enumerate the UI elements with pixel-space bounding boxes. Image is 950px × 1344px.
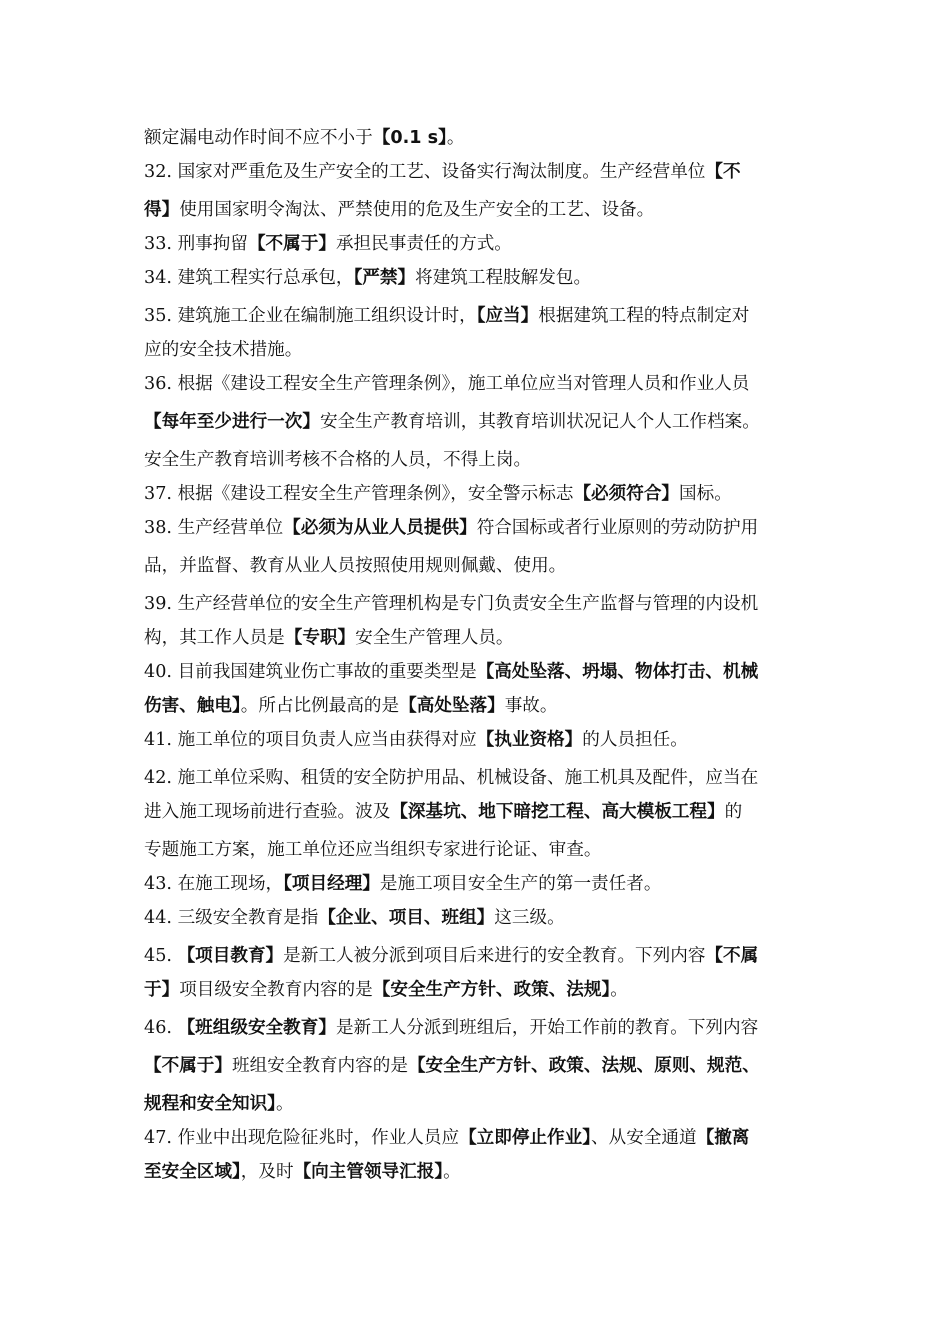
text-line	[144, 339, 824, 361]
body-text: 符合国标或者行业原则的劳动防护用	[476, 518, 759, 538]
body-text: ，及时	[240, 1162, 294, 1182]
answer-text: 【0.1 s】	[372, 128, 447, 148]
body-text: 。所占比例最高的是	[240, 696, 400, 716]
answer-text: 【班组级安全教育】	[177, 1018, 336, 1038]
text-line	[144, 801, 824, 823]
body-text: 37. 根据《建设工程安全生产管理条例》，安全警示标志	[144, 484, 574, 504]
body-text: 将建筑工程肢解发包。	[415, 268, 592, 288]
body-text: 36. 根据《建设工程安全生产管理条例》，施工单位应当对管理人员和作业人员	[144, 374, 750, 394]
answer-text: 【撤离	[696, 1128, 750, 1148]
body-text: 使用国家明令淘汰、严禁使用的危及生产安全的工艺、设备。	[179, 200, 655, 220]
body-text: 品，并监督、教育从业人员按照使用规则佩戴、使用。	[144, 556, 567, 576]
text-line	[144, 483, 824, 505]
text-line	[144, 593, 824, 615]
body-text: 进入施工现场前进行查验。波及	[144, 802, 391, 822]
answer-text: 【严禁】	[353, 268, 416, 288]
body-text: 是新工人被分派到项目后来进行的安全教育。下列内容	[283, 946, 706, 966]
text-line	[144, 979, 824, 1001]
body-text: 安全生产教育培训考核不合格的人员，不得上岗。	[144, 450, 532, 470]
body-text: 专题施工方案，施工单位还应当组织专家进行论证、审查。	[144, 840, 602, 860]
body-text: 39. 生产经营单位的安全生产管理机构是专门负责安全生产监督与管理的内设机	[144, 594, 759, 614]
answer-text: 得】	[144, 200, 180, 220]
text-line	[144, 1093, 824, 1115]
text-line	[144, 627, 824, 649]
body-text: 应的安全技术措施。	[144, 340, 303, 360]
body-text: 这三级。	[494, 908, 565, 928]
text-line	[144, 233, 824, 255]
body-text: 38. 生产经营单位	[144, 518, 284, 538]
text-line	[144, 305, 824, 327]
text-line	[144, 695, 824, 717]
body-text: 是新工人分派到班组后，开始工作前的教育。下列内容	[335, 1018, 759, 1038]
answer-text: 【不属于】	[247, 234, 336, 254]
answer-text: 【向主管领导汇报】	[293, 1162, 444, 1182]
body-text: 47. 作业中出现危险征兆时，作业人员应	[144, 1128, 460, 1148]
answer-text: 【不属	[705, 946, 759, 966]
answer-text: 至安全区域】	[144, 1162, 241, 1182]
body-text: 44. 三级安全教育是指	[144, 908, 319, 928]
answer-text: 【项目经理】	[283, 874, 380, 894]
text-line	[144, 1161, 824, 1183]
answer-text: 【高处坠落】	[399, 696, 505, 716]
text-line	[144, 661, 824, 683]
body-text: 构，其工作人员是	[144, 628, 285, 648]
body-text: 32. 国家对严重危及生产安全的工艺、设备实行淘汰制度。生产经营单位	[144, 162, 706, 182]
answer-text: 【企业、项目、班组】	[318, 908, 495, 928]
text-line	[144, 767, 824, 789]
text-line	[144, 267, 824, 289]
text-line	[144, 373, 824, 395]
text-line	[144, 1127, 824, 1149]
body-text: 40. 目前我国建筑业伤亡事故的重要类型是	[144, 662, 477, 682]
answer-text: 【必须符合】	[573, 484, 680, 504]
body-text: 是施工项目安全生产的第一责任者。	[379, 874, 662, 894]
body-text: 34. 建筑工程实行总承包，	[144, 268, 354, 288]
answer-text: 于】	[144, 980, 180, 1000]
text-line	[144, 839, 824, 861]
text-line	[144, 449, 824, 471]
body-text: 33. 刑事拘留	[144, 234, 248, 254]
body-text: 根据建筑工程的特点制定对	[538, 306, 750, 326]
answer-text: 【安全生产方针、政策、法规、原则、规范、	[407, 1056, 760, 1076]
text-line	[144, 873, 824, 895]
answer-text: 【安全生产方针、政策、法规】	[372, 980, 611, 1000]
text-line	[144, 199, 824, 221]
body-text: 班组安全教育内容的是	[231, 1056, 408, 1076]
text-line	[144, 907, 824, 929]
text-line	[144, 729, 824, 751]
text-line	[144, 945, 824, 967]
answer-text: 【项目教育】	[177, 946, 284, 966]
body-text: 项目级安全教育内容的是	[179, 980, 373, 1000]
body-text: 。	[443, 1162, 461, 1182]
answer-text: 【深基坑、地下暗挖工程、高大模板工程】	[390, 802, 725, 822]
body-text: 。	[446, 128, 465, 148]
text-line	[144, 161, 824, 183]
answer-text: 【必须为从业人员提供】	[283, 518, 477, 538]
answer-text: 【不	[705, 162, 741, 182]
text-line	[144, 127, 824, 149]
body-text: 的	[724, 802, 743, 822]
body-text: 41. 施工单位的项目负责人应当由获得对应	[144, 730, 477, 750]
body-text: 国标。	[679, 484, 732, 504]
body-text: 46.	[144, 1018, 178, 1038]
answer-text: 【执业资格】	[476, 730, 583, 750]
body-text: 的人员担任。	[582, 730, 688, 750]
body-text: 42. 施工单位采购、租赁的安全防护用品、机械设备、施工机具及配件，应当在	[144, 768, 759, 788]
body-text: 。	[610, 980, 628, 1000]
body-text: 、从安全通道	[591, 1128, 697, 1148]
body-text: 事故。	[504, 696, 558, 716]
body-text: 45.	[144, 946, 178, 966]
answer-text: 【高处坠落、坍塌、物体打击、机械	[476, 662, 759, 682]
text-line	[144, 517, 824, 539]
answer-text: 【立即停止作业】	[459, 1128, 592, 1148]
body-text: 安全生产教育培训，其教育培训状况记人个人工作档案。	[319, 412, 760, 432]
answer-text: 伤害、触电】	[144, 696, 241, 716]
body-text: 安全生产管理人员。	[355, 628, 514, 648]
body-text: 35. 建筑施工企业在编制施工组织设计时，	[144, 306, 477, 326]
body-text: 承担民事责任的方式。	[335, 234, 512, 254]
answer-text: 【应当】	[476, 306, 539, 326]
body-text: 。	[275, 1094, 294, 1114]
body-text: 额定漏电动作时间不应不小于	[144, 128, 373, 148]
answer-text: 规程和安全知识】	[144, 1094, 276, 1114]
answer-text: 【每年至少进行一次】	[144, 412, 320, 432]
text-line	[144, 1017, 824, 1039]
text-line	[144, 555, 824, 577]
body-text: 43. 在施工现场，	[144, 874, 284, 894]
text-line	[144, 411, 824, 433]
answer-text: 【不属于】	[144, 1056, 232, 1076]
answer-text: 【专职】	[284, 628, 356, 648]
text-line	[144, 1055, 824, 1077]
